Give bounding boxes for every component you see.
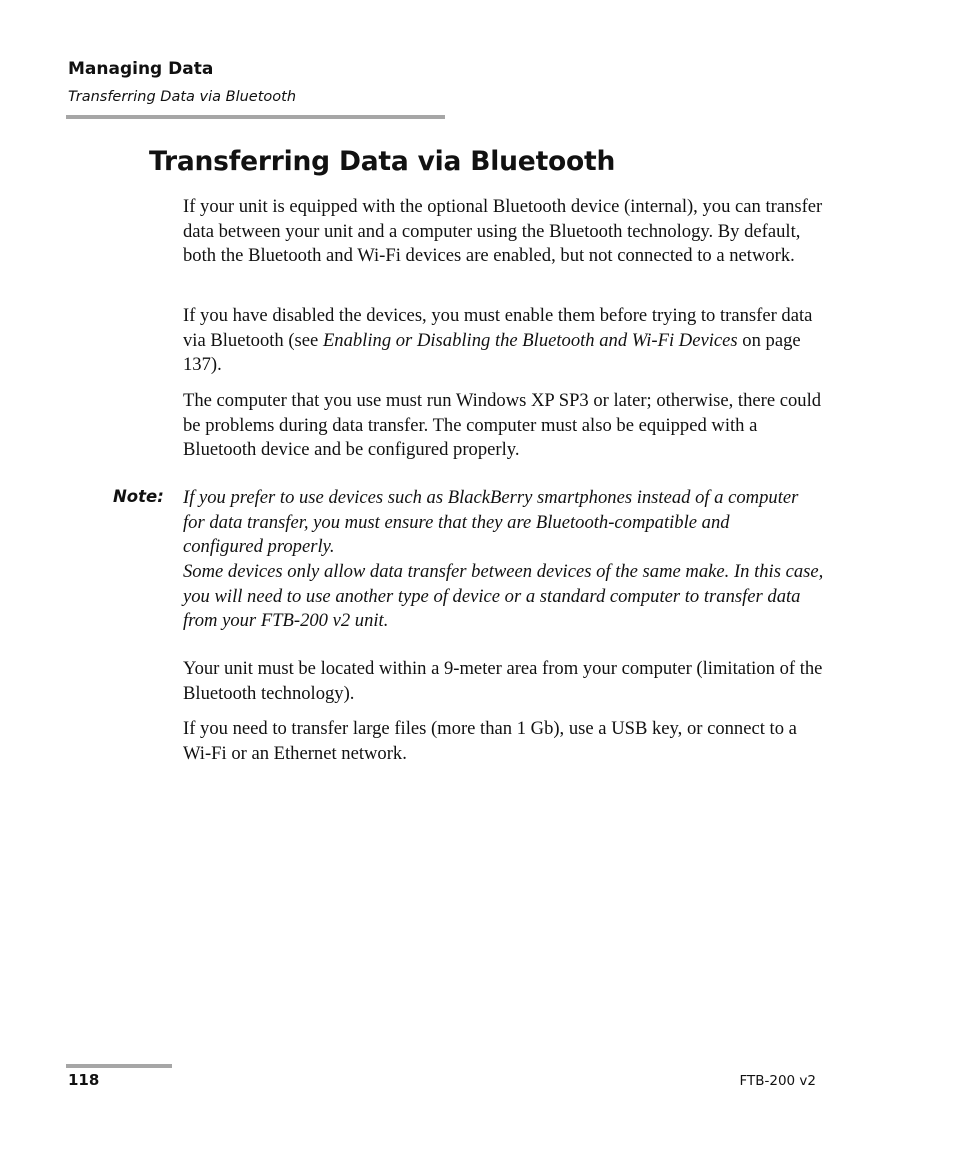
- note-label: Note:: [113, 487, 164, 506]
- running-header-section: Transferring Data via Bluetooth: [68, 89, 297, 105]
- paragraph-enable-devices-page-ref: on page 137).: [183, 329, 801, 376]
- paragraph-computer-requirements: The computer that you use must run Windows XP SP3 or later; otherwise, there could be problems during data transfer. The computer must also be equipped with a Bluetooth device and be configured properly.: [183, 390, 822, 461]
- page-number: 118: [68, 1071, 100, 1089]
- cross-reference-link[interactable]: Enabling or Disabling the Bluetooth and Wi-Fi Devices: [322, 329, 738, 351]
- header-divider: [66, 115, 445, 119]
- note-text-compatibility: If you prefer to use devices such as BlackBerry smartphones instead of a computer for data transfer, you must ensure that they are Bluetooth-compatible and configured properly.: [183, 487, 799, 558]
- paragraph-range-limitation: Your unit must be located within a 9-meter area from your computer (limitation of the Bluetooth technology).: [183, 658, 823, 704]
- running-header-chapter: Managing Data: [68, 59, 214, 79]
- note-text-same-make: Some devices only allow data transfer between devices of the same make. In this case, you will need to use another type of device or a standard computer to transfer data from your FTB-200 v2 unit.: [183, 561, 824, 632]
- paragraph-enable-devices-text: If you have disabled the devices, you must enable them before trying to transfer data via Bluetooth (see: [183, 305, 813, 351]
- paragraph-bluetooth-intro: If your unit is equipped with the optional Bluetooth device (internal), you can transfer data between your unit and a computer using the Bluetooth technology. By default, both the Bluetooth and Wi-Fi devices are enabled, but not connected to a network.: [183, 196, 823, 267]
- page-title: Transferring Data via Bluetooth: [149, 146, 616, 177]
- paragraph-enable-devices: [183, 304, 823, 378]
- footer-divider: [66, 1064, 172, 1068]
- paragraph-large-files: If you need to transfer large files (more than 1 Gb), use a USB key, or connect to a Wi-Fi or an Ethernet network.: [183, 718, 797, 764]
- product-name: FTB-200 v2: [739, 1073, 816, 1089]
